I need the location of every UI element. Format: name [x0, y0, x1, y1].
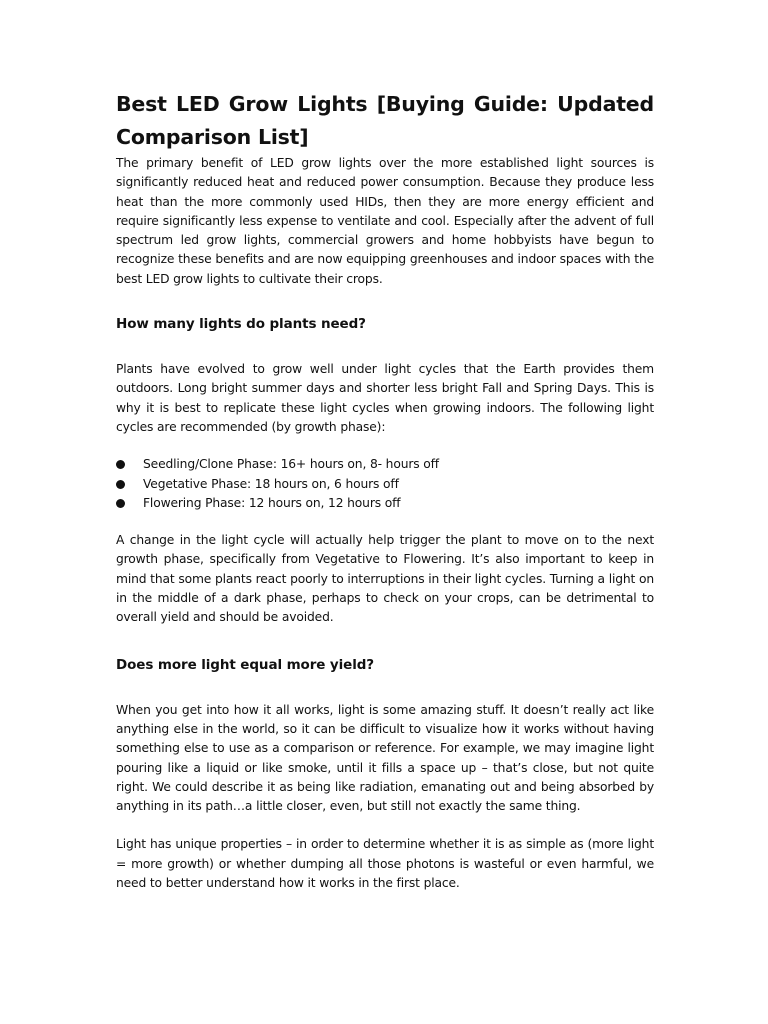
list-item	[116, 455, 654, 474]
list-item-text: Vegetative Phase: 18 hours on, 6 hours off	[143, 476, 399, 491]
bullet-icon	[116, 480, 125, 489]
section1-paragraph-2: A change in the light cycle will actually help trigger the plant to move on to the next growth phase, specifically from Vegetative to Flowering. It’s also important to keep in mind that some plants react poorly to interruptions in their light cycles. Turning a light on in the middle of a dark phase, perhaps to check on your crops, can be detrimental to overall yield and should be avoided.	[116, 533, 654, 625]
bullet-icon	[116, 460, 125, 469]
list-item	[116, 475, 654, 494]
section2-paragraph-2: Light has unique properties – in order to determine whether it is as simple as (more light = more growth) or whether dumping all those photons is wasteful or even harmful, we need to better understand how it works in the first place.	[116, 837, 654, 891]
list-item-text: Seedling/Clone Phase: 16+ hours on, 8- hours off	[143, 457, 439, 472]
document-page	[116, 88, 654, 893]
list-item	[116, 494, 654, 513]
section1-paragraph-1: Plants have evolved to grow well under light cycles that the Earth provides them outdoors. Long bright summer days and shorter less bright Fall and Spring Days. This is why it is best to replicate these light cycles when growing indoors. The following light cycles are recommended (by growth phase):	[116, 362, 654, 434]
page-title: Best LED Grow Lights [Buying Guide: Updated Comparison List]	[116, 92, 654, 149]
section-heading-lights-needed: How many lights do plants need?	[116, 316, 366, 333]
bullet-icon	[116, 499, 125, 508]
light-cycle-list	[116, 455, 654, 513]
intro-paragraph: The primary benefit of LED grow lights over the more established light sources is significantly reduced heat and reduced power consumption. Because they produce less heat than the more commonly used HIDs, then they are more energy efficient and require significantly less expense to ventilate and cool. Especially after the advent of full spectrum led grow lights, commercial growers and home hobbyists have begun to recognize these benefits and are now equipping greenhouses and indoor spaces with the best LED grow lights to cultivate their crops.	[116, 156, 654, 286]
section-heading-more-light: Does more light equal more yield?	[116, 656, 375, 673]
section2-paragraph-1: When you get into how it all works, light is some amazing stuff. It doesn’t really act like anything else in the world, so it can be difficult to visualize how it works without having something else to use as a comparison or reference. For example, we may imagine light pouring like a liquid or like smoke, until it fills a space up – that’s close, but not quite right. We could describe it as being like radiation, emanating out and being absorbed by anything in its path…a little closer, even, but still not exactly the same thing.	[116, 702, 654, 814]
list-item-text: Flowering Phase: 12 hours on, 12 hours off	[143, 495, 401, 510]
